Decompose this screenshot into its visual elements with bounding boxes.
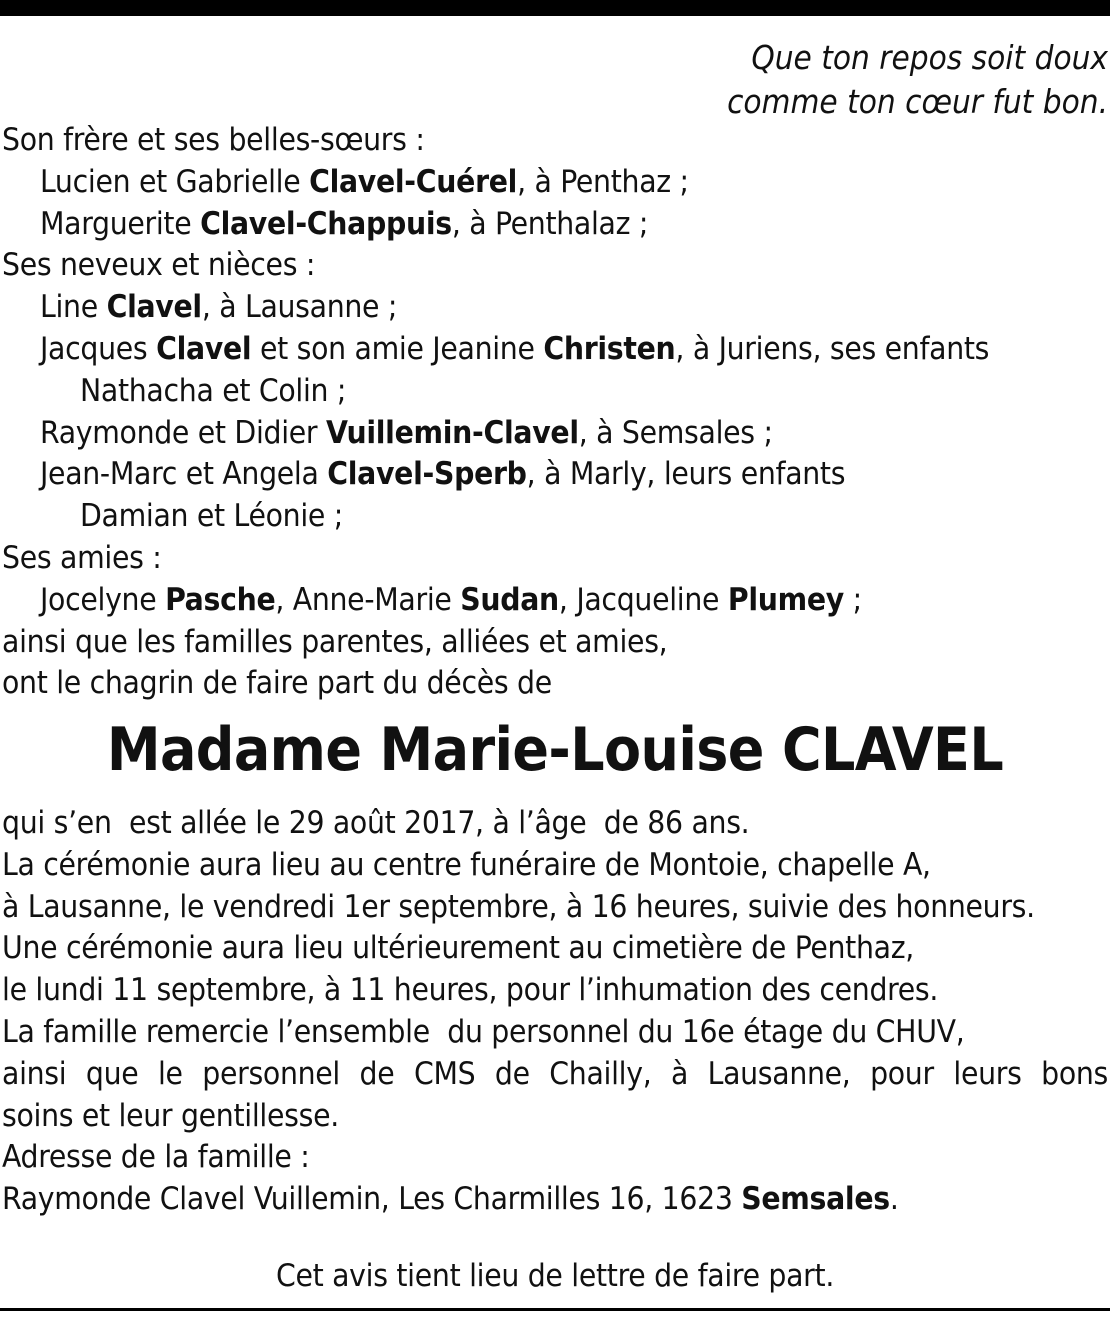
surname: Vuillemin-Clavel (325, 414, 579, 451)
address-city: Semsales (741, 1181, 890, 1218)
surname: Clavel-Chappuis (200, 205, 452, 242)
details (2, 803, 1108, 1221)
surname: Plumey (727, 581, 844, 618)
address-line: Raymonde Clavel Vuillemin, Les Charmilles 16, 1623 Semsales. (2, 1181, 899, 1218)
closing-line-1: ainsi que les familles parentes, alliées et amies, (2, 623, 668, 660)
surname: Christen (543, 330, 676, 367)
nephew-entry: Jacques Clavel et son amie Jeanine Christen, à Juriens, ses enfants (40, 330, 990, 367)
surname: Clavel (106, 289, 202, 326)
heading-siblings: Son frère et ses belles-sœurs : (2, 122, 425, 158)
closing-note: Cet avis tient lieu de lettre de faire part. (275, 1258, 835, 1294)
thanks-line: soins et leur gentillesse. (2, 1097, 339, 1134)
thanks-line: ainsi que le personnel de CMS de Chailly, à Lausanne, pour leurs bons (2, 1055, 1108, 1092)
death-line: qui s’en est allée le 29 août 2017, à l’âge de 86 ans. (2, 805, 750, 841)
address-label: Adresse de la famille : (2, 1139, 310, 1176)
sibling-entry: Marguerite Clavel-Chappuis, à Penthalaz ; (40, 205, 649, 242)
family-list (2, 120, 1108, 705)
surname: Clavel (156, 330, 252, 367)
ceremony-line: Une cérémonie aura lieu ultérieurement au cimetière de Penthaz, (2, 930, 914, 967)
top-rule (0, 0, 1110, 16)
surname: Clavel-Cuérel (309, 163, 518, 200)
heading-nephews: Ses neveux et nièces : (2, 247, 316, 284)
children-entry: Damian et Léonie ; (80, 498, 343, 535)
surname: Pasche (165, 581, 276, 618)
heading-friends: Ses amies : (2, 539, 162, 576)
surname: Clavel-Sperb (327, 456, 527, 493)
ceremony-line: La cérémonie aura lieu au centre funéraire de Montoie, chapelle A, (2, 846, 931, 883)
deceased-name: Madame Marie-Louise CLAVEL (106, 715, 1004, 785)
nephew-entry: Raymonde et Didier Vuillemin-Clavel, à Semsales ; (40, 414, 773, 451)
nephew-entry: Jean-Marc et Angela Clavel-Sperb, à Marly, leurs enfants (40, 456, 846, 493)
sibling-entry: Lucien et Gabrielle Clavel-Cuérel, à Penthaz ; (40, 163, 689, 200)
friends-entry: Jocelyne Pasche, Anne-Marie Sudan, Jacqueline Plumey ; (40, 581, 862, 618)
epigraph-line-1: Que ton repos soit doux (751, 38, 1108, 77)
surname: Sudan (460, 581, 559, 618)
ceremony-line: à Lausanne, le vendredi 1er septembre, à 16 heures, suivie des honneurs. (2, 888, 1035, 925)
children-entry: Nathacha et Colin ; (80, 372, 347, 409)
epigraph (727, 36, 1108, 124)
bottom-rule (0, 1308, 1110, 1311)
closing-line-2: ont le chagrin de faire part du décès de (2, 665, 552, 702)
thanks-line: La famille remercie l’ensemble du personnel du 16e étage du CHUV, (2, 1013, 965, 1050)
epigraph-line-2: comme ton cœur fut bon. (727, 82, 1108, 121)
nephew-entry: Line Clavel, à Lausanne ; (40, 289, 398, 326)
ceremony-line: le lundi 11 septembre, à 11 heures, pour l’inhumation des cendres. (2, 972, 939, 1009)
